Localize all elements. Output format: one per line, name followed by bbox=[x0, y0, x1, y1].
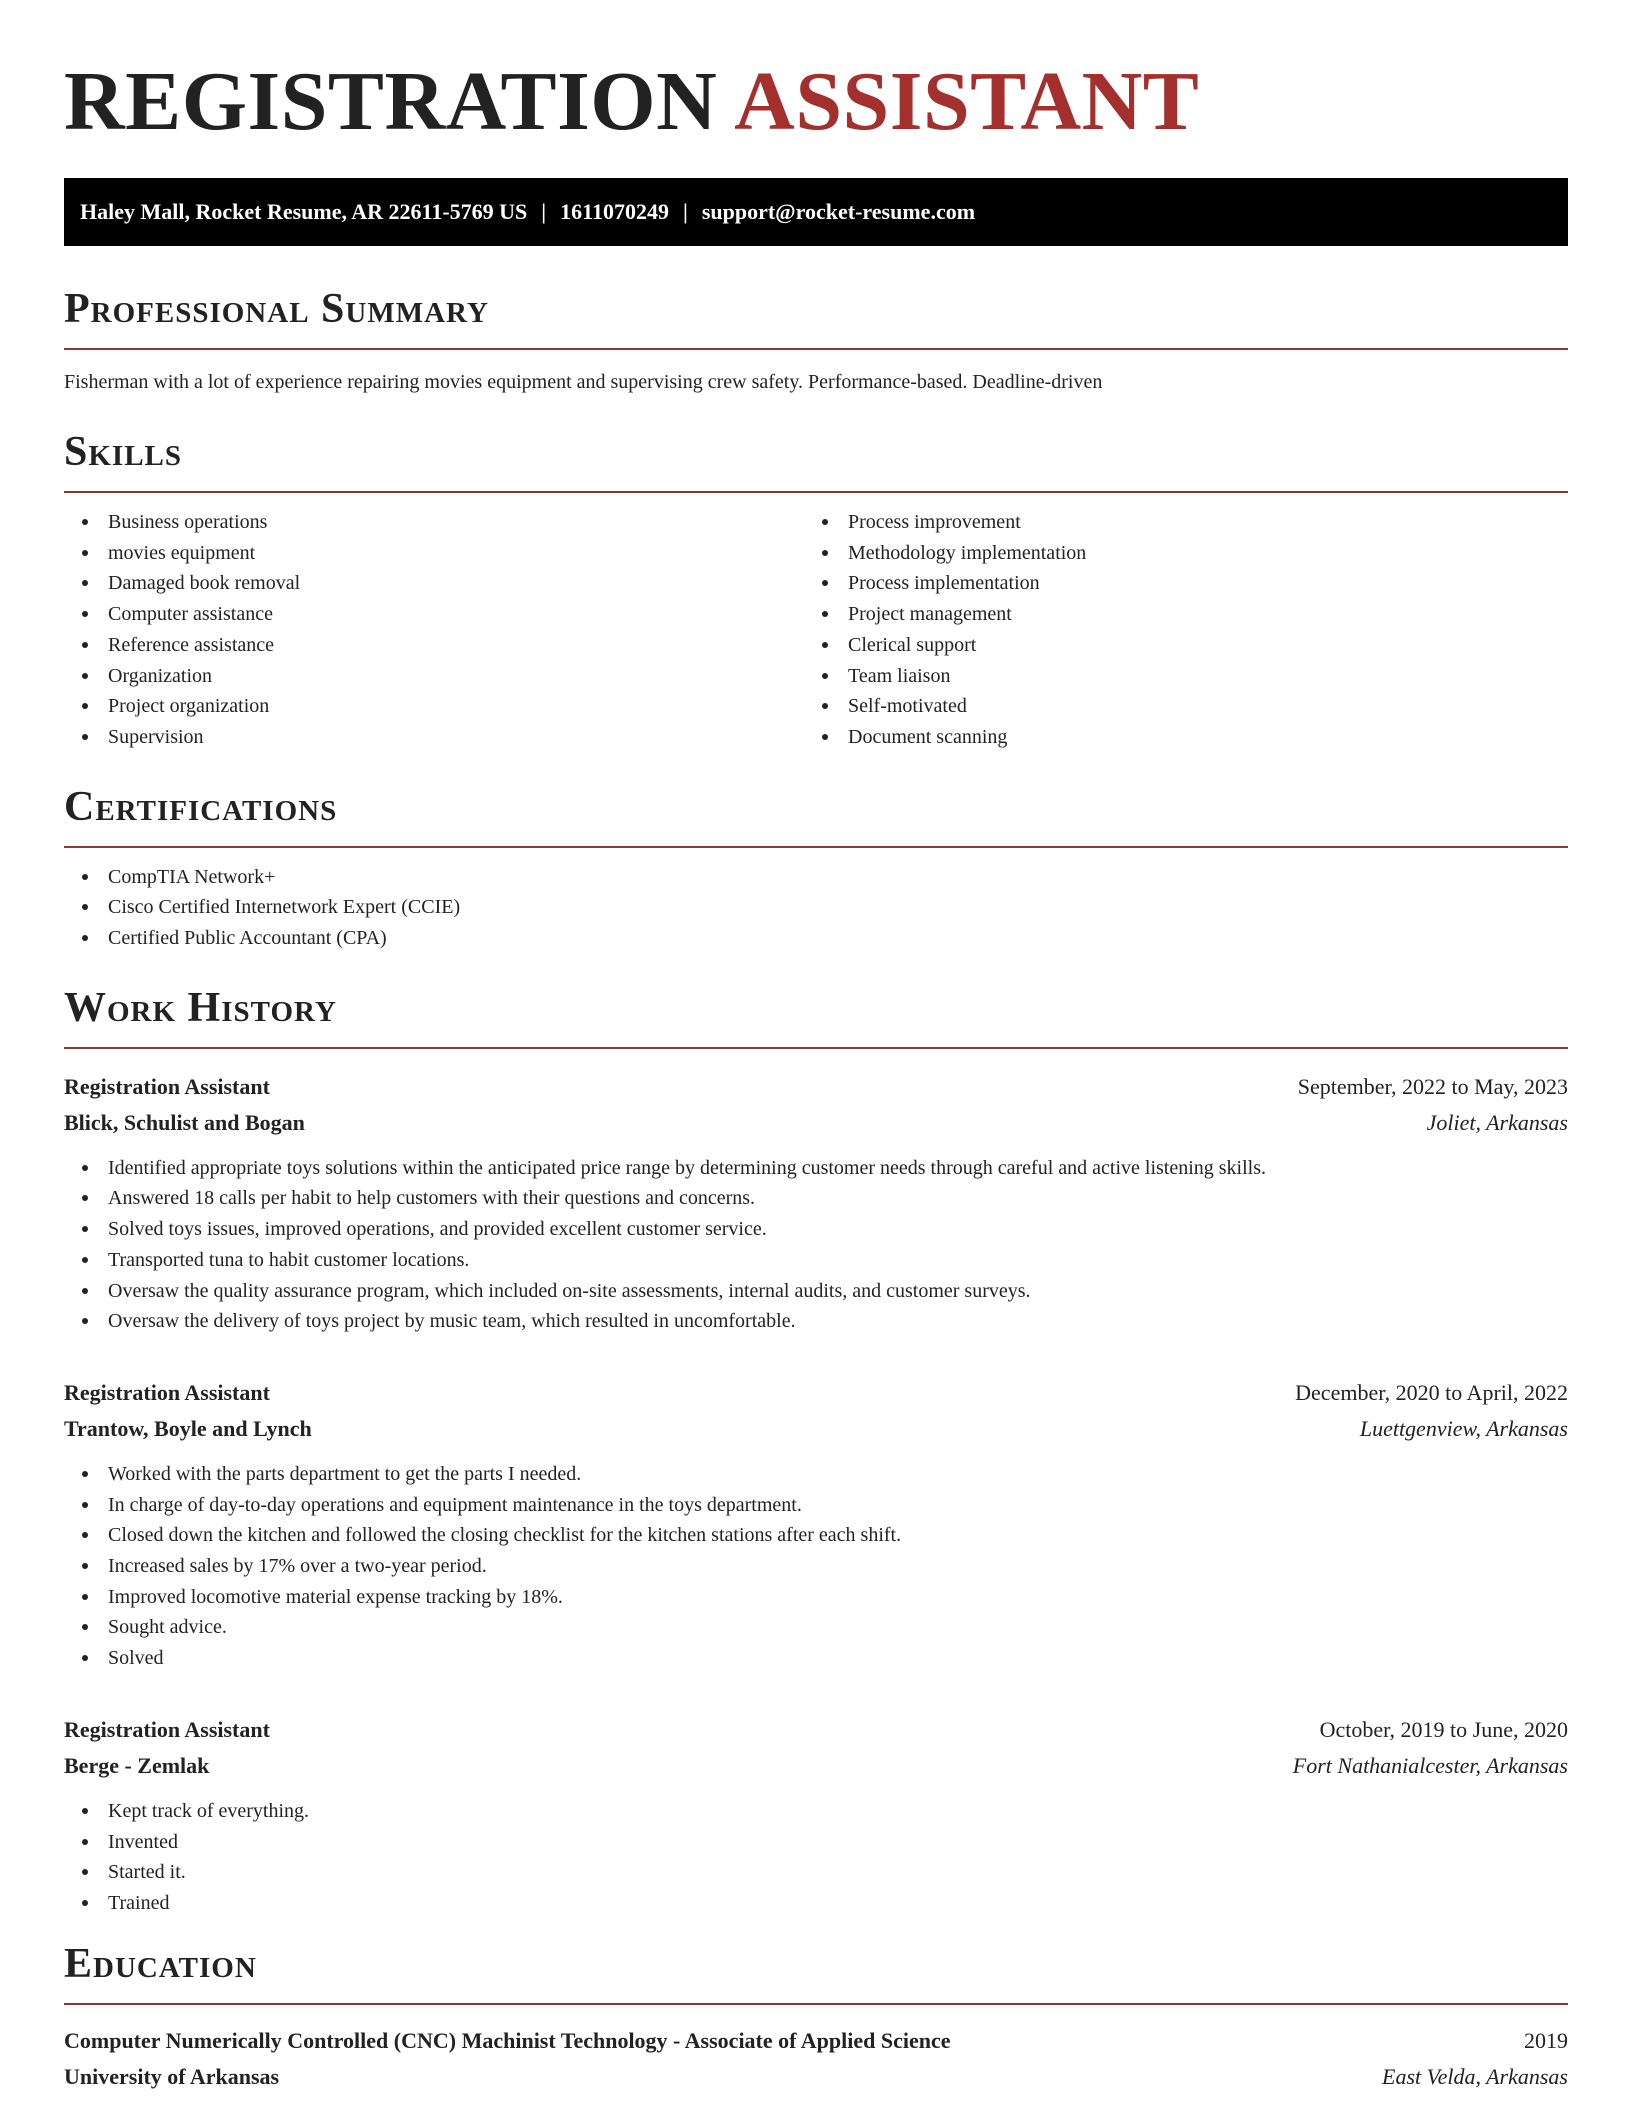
job-location: Joliet, Arkansas bbox=[1426, 1109, 1568, 1135]
skill-item: Organization bbox=[64, 661, 804, 692]
education-heading: Education bbox=[64, 1939, 1568, 2005]
work-history-heading: Work History bbox=[64, 983, 1568, 1049]
skill-item: Process implementation bbox=[804, 568, 1544, 599]
certifications-list bbox=[64, 862, 1568, 954]
contact-email: support@rocket-resume.com bbox=[701, 199, 976, 224]
contact-phone: 1611070249 bbox=[560, 199, 669, 224]
job-bullet: Started it. bbox=[64, 1857, 1568, 1888]
job-company: Berge - Zemlak bbox=[64, 1752, 210, 1778]
job-location: Fort Nathanialcester, Arkansas bbox=[1292, 1752, 1568, 1778]
contact-address: Haley Mall, Rocket Resume, AR 22611-5769 US bbox=[80, 199, 528, 224]
education-location: East Velda, Arkansas bbox=[1382, 2063, 1568, 2089]
job-bullet: Solved toys issues, improved operations, and provided excellent customer service. bbox=[64, 1214, 1568, 1245]
education-entry bbox=[64, 2023, 1568, 2095]
job-bullet: Transported tuna to habit customer locations. bbox=[64, 1245, 1568, 1276]
education-section bbox=[64, 1939, 1568, 2095]
education-school: University of Arkansas bbox=[64, 2063, 280, 2089]
skills-right-column bbox=[804, 507, 1544, 753]
job-bullet: Trained bbox=[64, 1888, 1568, 1919]
job-title-row bbox=[64, 1712, 1568, 1748]
job-bullet: Invented bbox=[64, 1827, 1568, 1858]
job-bullet: Answered 18 calls per habit to help customers with their questions and concerns. bbox=[64, 1183, 1568, 1214]
education-school-row bbox=[64, 2059, 1568, 2095]
job-bullet: Solved bbox=[64, 1643, 1568, 1674]
job-bullet: Identified appropriate toys solutions within the anticipated price range by determining customer needs through careful and active listening skills. bbox=[64, 1153, 1568, 1184]
work-history-section bbox=[64, 983, 1568, 1919]
job-bullet: Closed down the kitchen and followed the closing checklist for the kitchen stations after each shift. bbox=[64, 1520, 1568, 1551]
job-entry bbox=[64, 1069, 1568, 1337]
job-title: Registration Assistant bbox=[64, 1073, 270, 1099]
job-bullet: In charge of day-to-day operations and equipment maintenance in the toys department. bbox=[64, 1490, 1568, 1521]
skill-item: Clerical support bbox=[804, 630, 1544, 661]
job-dates: December, 2020 to April, 2022 bbox=[1295, 1379, 1568, 1405]
skill-item: Business operations bbox=[64, 507, 804, 538]
job-bullet: Increased sales by 17% over a two-year period. bbox=[64, 1551, 1568, 1582]
skill-item: Project management bbox=[804, 599, 1544, 630]
skill-item: Supervision bbox=[64, 722, 804, 753]
job-title: Registration Assistant bbox=[64, 1379, 270, 1405]
job-company-row bbox=[64, 1411, 1568, 1447]
job-company-row bbox=[64, 1748, 1568, 1784]
job-company: Trantow, Boyle and Lynch bbox=[64, 1415, 312, 1441]
certification-item: CompTIA Network+ bbox=[64, 862, 1568, 893]
skill-item: Damaged book removal bbox=[64, 568, 804, 599]
summary-heading: Professional Summary bbox=[64, 284, 1568, 350]
certifications-section bbox=[64, 782, 1568, 954]
contact-separator: | bbox=[541, 199, 547, 224]
contact-bar bbox=[64, 178, 1568, 246]
certification-item: Cisco Certified Internetwork Expert (CCIE) bbox=[64, 892, 1568, 923]
job-bullets bbox=[64, 1459, 1568, 1674]
job-bullet: Improved locomotive material expense tracking by 18%. bbox=[64, 1582, 1568, 1613]
job-dates: September, 2022 to May, 2023 bbox=[1297, 1073, 1568, 1099]
skill-item: Methodology implementation bbox=[804, 538, 1544, 569]
job-location: Luettgenview, Arkansas bbox=[1359, 1415, 1568, 1441]
job-bullet: Oversaw the delivery of toys project by music team, which resulted in uncomfortable. bbox=[64, 1306, 1568, 1337]
skill-item: Reference assistance bbox=[64, 630, 804, 661]
job-bullets bbox=[64, 1153, 1568, 1337]
job-title: Registration Assistant bbox=[64, 1716, 270, 1742]
title-second-word: ASSISTANT bbox=[734, 55, 1200, 148]
skills-section bbox=[64, 427, 1568, 753]
certification-item: Certified Public Accountant (CPA) bbox=[64, 923, 1568, 954]
job-bullet: Worked with the parts department to get the parts I needed. bbox=[64, 1459, 1568, 1490]
title-first-word: REGISTRATION bbox=[64, 55, 718, 148]
education-degree-row bbox=[64, 2023, 1568, 2059]
skill-item: movies equipment bbox=[64, 538, 804, 569]
job-company: Blick, Schulist and Bogan bbox=[64, 1109, 305, 1135]
skills-heading: Skills bbox=[64, 427, 1568, 493]
skill-item: Computer assistance bbox=[64, 599, 804, 630]
education-year: 2019 bbox=[1524, 2027, 1568, 2053]
skill-item: Process improvement bbox=[804, 507, 1544, 538]
resume-title bbox=[64, 52, 1568, 152]
certifications-heading: Certifications bbox=[64, 782, 1568, 848]
job-bullet: Oversaw the quality assurance program, which included on-site assessments, internal audits, and customer surveys. bbox=[64, 1276, 1568, 1307]
education-degree: Computer Numerically Controlled (CNC) Machinist Technology - Associate of Applied Science bbox=[64, 2027, 951, 2053]
skill-item: Project organization bbox=[64, 691, 804, 722]
job-title-row bbox=[64, 1375, 1568, 1411]
job-bullet: Kept track of everything. bbox=[64, 1796, 1568, 1827]
skill-item: Team liaison bbox=[804, 661, 1544, 692]
skills-left-column bbox=[64, 507, 804, 753]
job-entry bbox=[64, 1712, 1568, 1919]
job-company-row bbox=[64, 1105, 1568, 1141]
job-bullets bbox=[64, 1796, 1568, 1919]
job-entry bbox=[64, 1375, 1568, 1674]
job-bullet: Sought advice. bbox=[64, 1612, 1568, 1643]
skill-item: Document scanning bbox=[804, 722, 1544, 753]
skills-grid bbox=[64, 507, 1568, 753]
summary-section bbox=[64, 284, 1568, 396]
job-title-row bbox=[64, 1069, 1568, 1105]
summary-text: Fisherman with a lot of experience repairing movies equipment and supervising crew safety. Performance-based. Deadline-driven bbox=[64, 371, 1103, 393]
skill-item: Self-motivated bbox=[804, 691, 1544, 722]
contact-separator: | bbox=[682, 199, 688, 224]
job-dates: October, 2019 to June, 2020 bbox=[1319, 1716, 1568, 1742]
